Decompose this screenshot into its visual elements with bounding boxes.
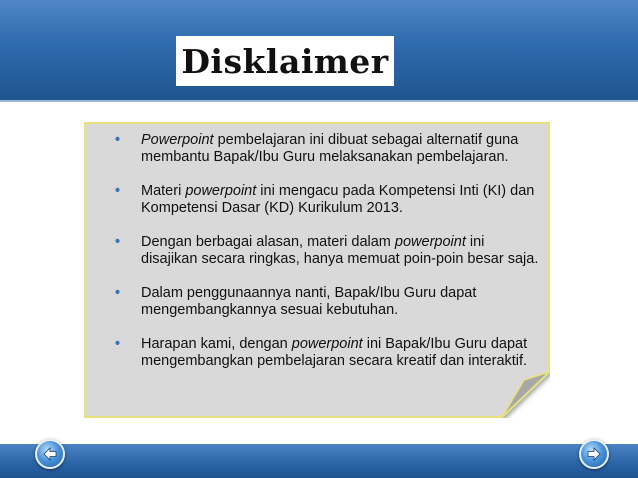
bullet-list bbox=[113, 132, 539, 387]
bullet-text-post: ini disajikan secara ringkas, hanya memuat poin-poin besar saja. bbox=[141, 234, 539, 267]
header-bar bbox=[0, 0, 638, 102]
bullet-text-pre: Dalam penggunaannya nanti, Bapak/Ibu Guru dapat mengembangkannya sesuai kebutuhan. bbox=[141, 285, 477, 318]
bullet-text-post: ini Bapak/Ibu Guru dapat mengembangkan pembelajaran secara kreatif dan interaktif. bbox=[141, 336, 528, 369]
list-item bbox=[113, 336, 539, 370]
bullet-text-italic: powerpoint bbox=[291, 336, 363, 352]
footer-bar bbox=[0, 444, 638, 478]
bullet-marker: • bbox=[115, 132, 121, 148]
bullet-text-pre: Harapan kami, dengan bbox=[141, 336, 292, 352]
list-item bbox=[113, 132, 539, 166]
title-panel bbox=[176, 36, 394, 86]
bullet-text-italic: powerpoint bbox=[185, 183, 257, 199]
arrow-left-icon bbox=[41, 445, 59, 463]
list-item bbox=[113, 234, 539, 268]
bullet-text-pre: Dengan berbagai alasan, materi dalam bbox=[141, 234, 395, 250]
bullet-text-post: pembelajaran ini dibuat sebagai alternatif guna membantu Bapak/Ibu Guru melaksanakan pembelajaran. bbox=[141, 132, 519, 165]
bullet-marker: • bbox=[115, 183, 121, 199]
bullet-text-italic: Powerpoint bbox=[141, 132, 214, 148]
bullet-marker: • bbox=[115, 336, 121, 352]
bullet-marker: • bbox=[115, 285, 121, 301]
next-slide-button[interactable] bbox=[579, 439, 609, 469]
bullet-marker: • bbox=[115, 234, 121, 250]
bullet-text-italic: powerpoint bbox=[394, 234, 466, 250]
list-item bbox=[113, 285, 539, 319]
arrow-right-icon bbox=[585, 445, 603, 463]
slide-title: Disklaimer bbox=[181, 41, 389, 81]
bullet-text-pre: Materi bbox=[141, 183, 186, 199]
bullet-text-post: ini mengacu pada Kompetensi Inti (KI) dan Kompetensi Dasar (KD) Kurikulum 2013. bbox=[141, 183, 535, 216]
list-item bbox=[113, 183, 539, 217]
previous-slide-button[interactable] bbox=[35, 439, 65, 469]
